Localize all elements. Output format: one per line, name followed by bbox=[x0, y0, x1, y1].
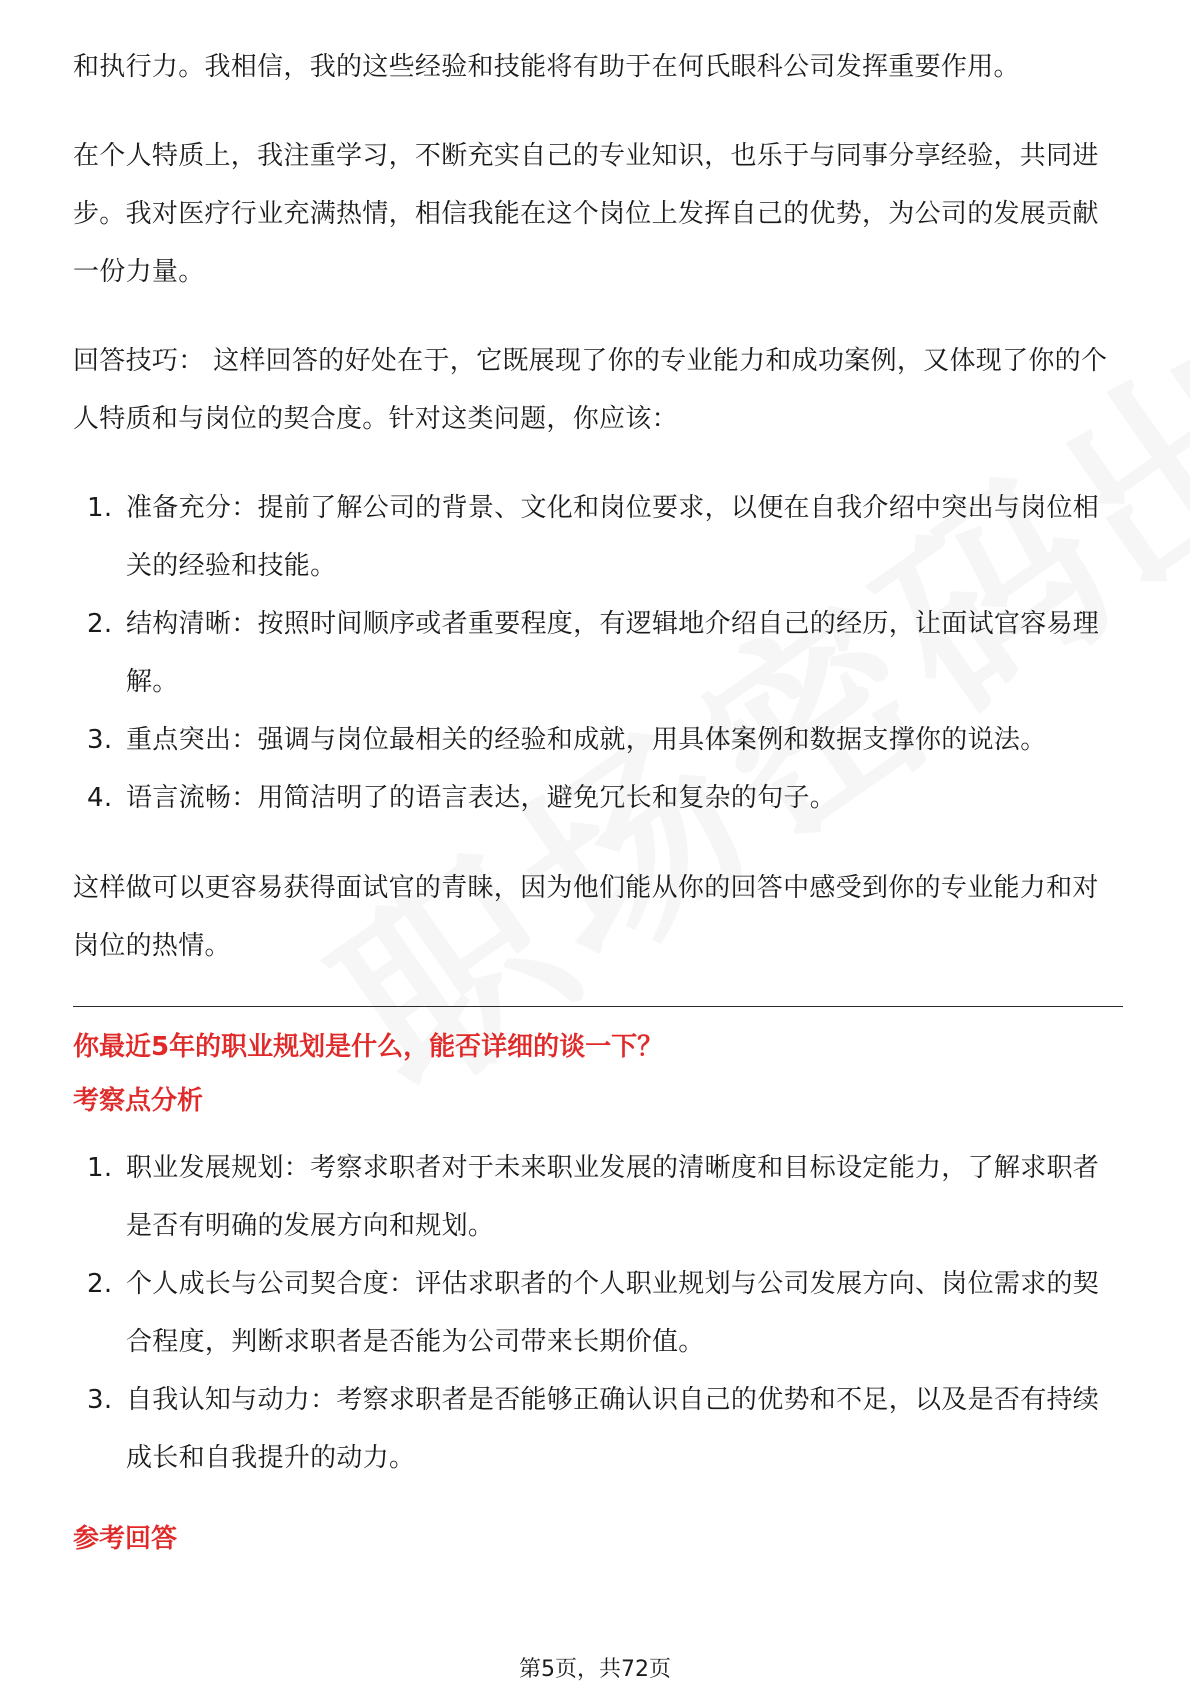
list-number: 1. bbox=[87, 1153, 113, 1183]
section-divider bbox=[73, 1006, 1123, 1007]
list-item-text: 准备充分：提前了解公司的背景、文化和岗位要求，以便在自我介绍中突出与岗位相关的经验和技能。 bbox=[126, 493, 1100, 581]
analysis-list bbox=[73, 1139, 1123, 1487]
list-number: 2. bbox=[87, 609, 113, 639]
closing-paragraph: 这样做可以更容易获得面试官的青睐，因为他们能从你的回答中感受到你的专业能力和对岗位的热情。 bbox=[73, 873, 1099, 961]
reference-answer-heading: 参考回答 bbox=[73, 1524, 178, 1554]
list-item bbox=[73, 595, 1123, 711]
list-number: 4. bbox=[87, 783, 113, 813]
list-number: 3. bbox=[87, 1385, 113, 1415]
list-item-text: 职业发展规划：考察求职者对于未来职业发展的清晰度和目标设定能力，了解求职者是否有明确的发展方向和规划。 bbox=[126, 1153, 1100, 1241]
intro-paragraph: 和执行力。我相信，我的这些经验和技能将有助于在何氏眼科公司发挥重要作用。 bbox=[73, 52, 1020, 82]
list-item-text: 个人成长与公司契合度：评估求职者的个人职业规划与公司发展方向、岗位需求的契合程度，判断求职者是否能为公司带来长期价值。 bbox=[126, 1269, 1100, 1357]
list-number: 2. bbox=[87, 1269, 113, 1299]
answer-tips-paragraph: 回答技巧： 这样回答的好处在于，它既展现了你的专业能力和成功案例，又体现了你的个人特质和与岗位的契合度。针对这类问题，你应该： bbox=[73, 346, 1108, 434]
list-item-text: 自我认知与动力：考察求职者是否能够正确认识自己的优势和不足，以及是否有持续成长和自我提升的动力。 bbox=[126, 1385, 1100, 1473]
analysis-heading: 考察点分析 bbox=[73, 1086, 204, 1116]
list-number: 3. bbox=[87, 725, 113, 755]
list-item-text: 结构清晰：按照时间顺序或者重要程度，有逻辑地介绍自己的经历，让面试官容易理解。 bbox=[126, 609, 1100, 697]
intro-paragraph: 在个人特质上，我注重学习，不断充实自己的专业知识，也乐于与同事分享经验，共同进步。我对医疗行业充满热情，相信我能在这个岗位上发挥自己的优势，为公司的发展贡献一份力量。 bbox=[73, 141, 1099, 287]
tips-list bbox=[73, 479, 1123, 827]
list-item bbox=[73, 711, 1123, 769]
list-item-text: 语言流畅：用简洁明了的语言表达，避免冗长和复杂的句子。 bbox=[126, 783, 837, 813]
list-item bbox=[73, 479, 1123, 595]
page-footer: 第5页，共72页 bbox=[519, 1657, 671, 1682]
list-item bbox=[73, 1255, 1123, 1371]
list-number: 1. bbox=[87, 493, 113, 523]
list-item bbox=[73, 1139, 1123, 1255]
list-item bbox=[73, 1371, 1123, 1487]
list-item bbox=[73, 769, 1123, 827]
question-title: 你最近5年的职业规划是什么，能否详细的谈一下？ bbox=[73, 1032, 664, 1062]
page-content bbox=[73, 38, 1123, 1573]
list-item-text: 重点突出：强调与岗位最相关的经验和成就，用具体案例和数据支撑你的说法。 bbox=[126, 725, 1047, 755]
